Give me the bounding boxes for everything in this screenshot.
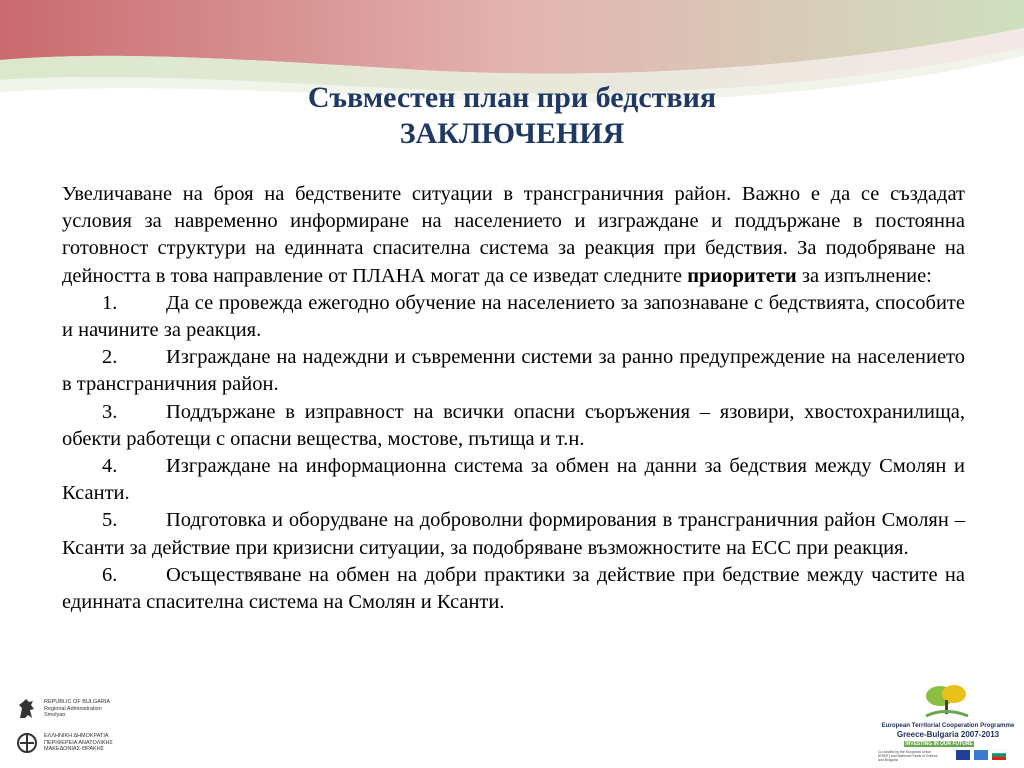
- greece-logo-line2: ΠΕΡΙΦΕΡΕΙΑ ΑΝΑΤΟΛΙΚΗΣ: [44, 739, 113, 746]
- title-line-2: ЗАКЛЮЧЕНИЯ: [399, 117, 625, 150]
- list-item-number: 1.: [102, 291, 118, 314]
- flags-icon: [956, 749, 1006, 761]
- bulgaria-logo: [14, 692, 114, 726]
- greece-logo: [14, 726, 114, 760]
- list-item-text: Изграждане на информационна система за обмен на данни за бедствия между Смолян и Ксанти.: [62, 455, 965, 505]
- greece-logo-line1: ΕΛΛΗΝΙΚΗ ΔΗΜΟΚΡΑΤΙΑ: [44, 733, 109, 740]
- greek-emblem-icon: [14, 730, 40, 756]
- list-item-number: 3.: [102, 400, 118, 423]
- lion-crest-icon: [14, 696, 40, 722]
- programme-line3: INVESTING IN OUR FUTURE: [905, 741, 973, 747]
- list-item: [62, 562, 965, 616]
- intro-paragraph: [62, 181, 965, 290]
- intro-bold-word: приоритети: [687, 264, 797, 287]
- list-item-number: 4.: [102, 455, 118, 478]
- bulgaria-logo-line1: REPUBLIC OF BULGARIA: [44, 699, 111, 706]
- list-item: [62, 507, 965, 561]
- intro-text-before: Увеличаване на броя на бедствените ситуации в трансграничния район. Важно е да се създадат условия за навременно информиране на населението и изграждане и поддържане в постоянна готовност структури на единната спасителна система за реакция при бедствия. За подобряване на дейността в това направление от ПЛАНА могат да се изведат следните: [62, 183, 965, 287]
- bulgaria-logo-line2: Regional Administration: [44, 705, 102, 712]
- body-text: [62, 181, 965, 616]
- programme-logo: [864, 664, 1024, 768]
- list-item-number: 2.: [102, 346, 118, 369]
- list-item-text: Подготовка и оборудване на доброволни формирования в трансграничния район Смолян – Ксанти за действие при кризисни ситуации, за подобряване възможностите на ЕСС при реакция.: [62, 509, 965, 559]
- list-item-number: 6.: [102, 563, 118, 586]
- programme-line4: Co-funded by the European Union (ERDF) and National Funds of Greece and Bulgaria: [878, 750, 938, 762]
- list-item-text: Да се провежда ежегодно обучение на населението за запознаване с бедствията, способите и начините за реакция.: [62, 291, 965, 342]
- greece-logo-text: [44, 733, 113, 753]
- list-item-text: Изграждане на надеждни и съвременни системи за ранно предупреждение на населението в трансграничния район.: [62, 346, 965, 396]
- list-item-text: Осъществяване на обмен на добри практики за действие при бедствие между частите на единната спасителна система на Смолян и Ксанти.: [62, 563, 965, 614]
- bulgaria-logo-text: [44, 699, 110, 719]
- list-item: [62, 453, 965, 507]
- greece-logo-line3: ΜΑΚΕΔΟΝΙΑΣ-ΘΡΑΚΗΣ: [44, 746, 105, 753]
- list-item-text: Поддържане в изправност на всички опасни съоръжения – язовири, хвостохранилища, обекти работещи с опасни вещества, мостове, пътища и т.н.: [62, 400, 965, 450]
- list-item: [62, 344, 965, 398]
- list-item: [62, 290, 965, 344]
- footer-left-logos: [14, 692, 114, 762]
- programme-line1: European Territorial Cooperation Programme: [881, 722, 1015, 729]
- bulgaria-logo-line3: Smolyan: [44, 712, 66, 719]
- programme-line2: Greece-Bulgaria 2007-2013: [896, 730, 1000, 739]
- list-item: [62, 399, 965, 453]
- title-line-1: Съвместен план при бедствия: [307, 81, 717, 114]
- slide-title: [0, 80, 1024, 152]
- list-item-number: 5.: [102, 509, 118, 532]
- tree-logo-icon: [916, 682, 976, 722]
- intro-text-after: за изпълнение:: [796, 264, 932, 287]
